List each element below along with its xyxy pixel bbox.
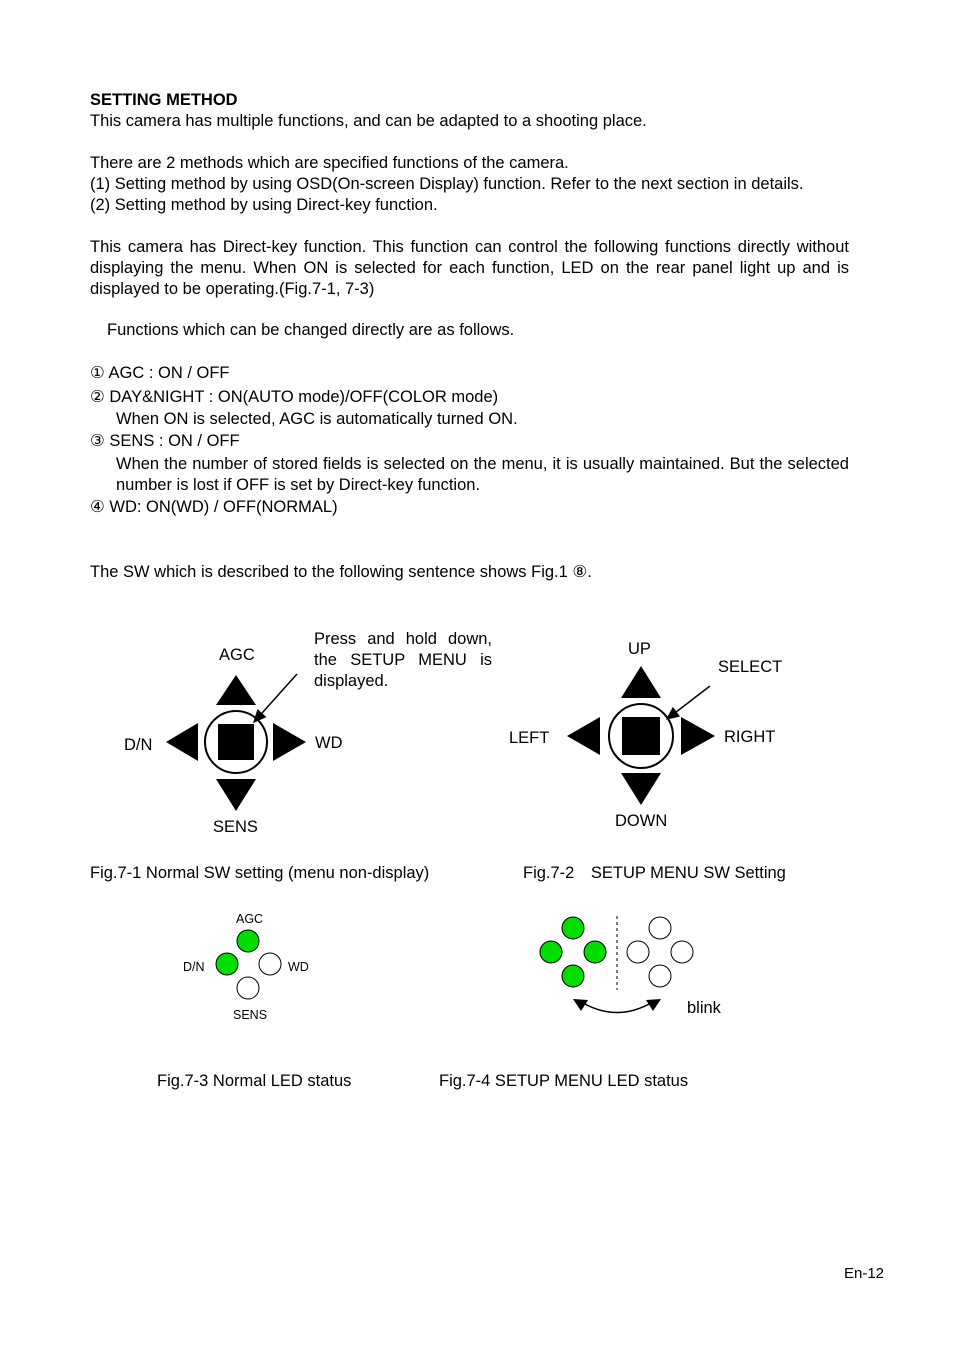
sw-note: The SW which is described to the following sentence shows Fig.1 ⑧. [90, 563, 592, 581]
fig1-callout-arrow [254, 674, 297, 722]
fig2-callout-arrow [667, 686, 710, 719]
fig2-caption: Fig.7-2 SETUP MENU SW Setting [523, 864, 786, 882]
fig3-label-sens: SENS [233, 1008, 268, 1022]
function-number: ③ [90, 432, 105, 450]
fig2-label-up: UP [628, 640, 651, 658]
fig1-center-button-icon [218, 724, 254, 760]
intro-text: This camera has multiple functions, and can be adapted to a shooting place. [90, 112, 647, 130]
fig1-up-arrow-icon [216, 675, 256, 705]
fig4-led-on-down [562, 965, 584, 987]
page-number: En-12 [844, 1265, 885, 1282]
fig3-label-wd: WD [288, 960, 309, 974]
method-item-2: (2) Setting method by using Direct-key function. [90, 196, 438, 214]
fig2-left-arrow-icon [567, 717, 600, 755]
fig4-led-off-down [649, 965, 671, 987]
fig1-down-arrow-icon [216, 779, 256, 811]
fig4-led-diagram [540, 916, 693, 1013]
fig2-right-arrow-icon [681, 717, 715, 755]
function-note-sens: When the number of stored fields is selected on the menu, it is usually maintained. But the selected number is lost if OFF is set by Direct-key function. [116, 455, 849, 494]
section-heading: SETTING METHOD [90, 91, 238, 109]
function-text: AGC : ON / OFF [108, 364, 230, 382]
fig2-center-button-icon [622, 717, 660, 755]
fig4-led-off-right [671, 941, 693, 963]
fig4-caption: Fig.7-4 SETUP MENU LED status [439, 1072, 689, 1090]
fig1-label-down: SENS [213, 818, 258, 836]
function-text: SENS : ON / OFF [109, 432, 240, 450]
fig2-label-down: DOWN [615, 812, 668, 830]
function-number: ④ [90, 498, 105, 516]
function-number: ② [90, 388, 105, 406]
fig3-label-dn: D/N [183, 960, 205, 974]
fig2-label-left: LEFT [509, 729, 550, 747]
fig4-blink-arc [583, 1003, 651, 1013]
fig1-label-right: WD [315, 734, 343, 752]
fig3-caption: Fig.7-3 Normal LED status [157, 1072, 352, 1090]
function-note-daynight: When ON is selected, AGC is automatically turned ON. [116, 410, 518, 428]
fig1-right-arrow-icon [273, 723, 306, 761]
fig4-led-on-up [562, 917, 584, 939]
methods-lead: There are 2 methods which are specified functions of the camera. [90, 154, 569, 172]
fig1-caption: Fig.7-1 Normal SW setting (menu non-display) [90, 864, 430, 882]
fig4-led-on-left [540, 941, 562, 963]
fig2-label-right: RIGHT [724, 728, 776, 746]
fig1-left-arrow-icon [166, 723, 198, 761]
fig3-led-wd [259, 953, 281, 975]
fig3-label-agc: AGC [236, 912, 264, 926]
fig1-label-up: AGC [219, 646, 255, 664]
fig1-callout-text: Press and hold down, the SETUP MENU is displayed. [314, 630, 492, 690]
fig3-led-sens [237, 977, 259, 999]
function-text: DAY&NIGHT : ON(AUTO mode)/OFF(COLOR mode) [109, 388, 499, 406]
fig4-led-off-left [627, 941, 649, 963]
function-text: WD: ON(WD) / OFF(NORMAL) [109, 498, 338, 516]
fig1-label-left: D/N [124, 736, 153, 754]
fig2-down-arrow-icon [621, 773, 661, 805]
fig4-led-off-up [649, 917, 671, 939]
function-number: ① [90, 364, 105, 382]
fig2-label-select: SELECT [718, 658, 783, 676]
direct-key-paragraph: This camera has Direct-key function. This function can control the following functions directly without displaying the menu. When ON is selected for each function, LED on the rear panel light up and is displayed to be operating.(Fig.7-1, 7-3) [90, 238, 849, 298]
fig3-led-agc [237, 930, 259, 952]
fig2-up-arrow-icon [621, 666, 661, 698]
fig3-led-diagram [216, 930, 281, 999]
method-item-1: (1) Setting method by using OSD(On-screen Display) function. Refer to the next section in details. [90, 175, 804, 193]
functions-lead: Functions which can be changed directly are as follows. [107, 321, 515, 339]
fig2-switch-diagram [567, 666, 715, 805]
fig1-switch-diagram [166, 674, 306, 811]
fig4-led-on-right [584, 941, 606, 963]
fig4-blink-label: blink [687, 999, 721, 1017]
fig3-led-dn [216, 953, 238, 975]
